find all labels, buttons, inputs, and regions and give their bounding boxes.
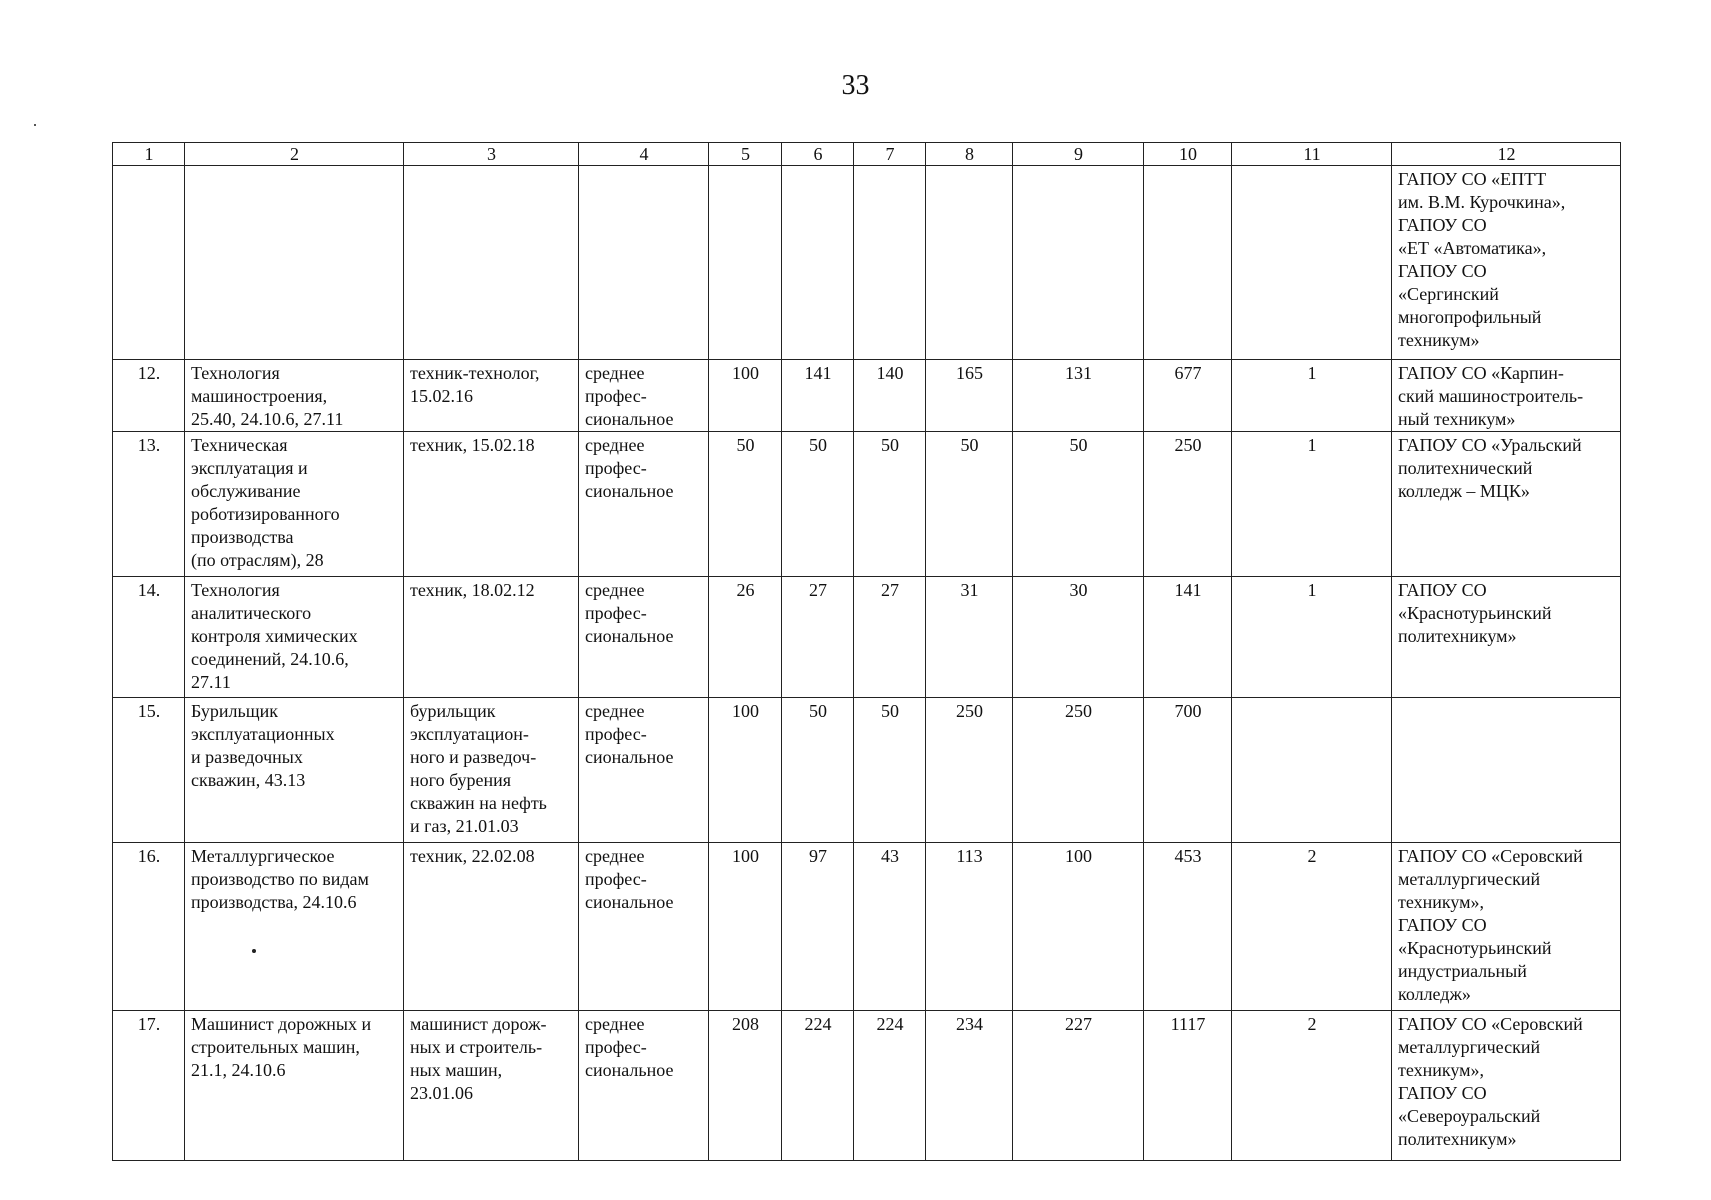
value-col-11: 2 — [1307, 846, 1317, 866]
value-col-10-cell — [1144, 432, 1232, 577]
specialty-name: Металлургическое производство по видам производства, 24.10.6 — [191, 846, 369, 912]
value-col-6: 224 — [804, 1014, 832, 1034]
value-col-7: 50 — [881, 435, 899, 455]
value-col-8: 31 — [960, 580, 979, 600]
specialty-name-cell — [185, 577, 404, 698]
column-header: 1 — [113, 143, 185, 166]
value-col-11-cell — [1232, 1011, 1392, 1161]
qualification: машинист дорож- ных и строитель- ных машин, 23.01.06 — [410, 1014, 547, 1103]
value-col-9: 227 — [1065, 1014, 1092, 1034]
value-col-7-cell — [854, 843, 926, 1011]
value-col-10: 141 — [1174, 580, 1202, 600]
value-col-11: 1 — [1307, 363, 1317, 383]
qualification: техник, 22.02.08 — [410, 846, 535, 866]
table-header-row — [113, 143, 1621, 166]
value-col-8: 250 — [956, 701, 983, 721]
institutions-cell — [1392, 1011, 1621, 1161]
value-col-11: 1 — [1307, 580, 1317, 600]
row-number: 13. — [137, 435, 161, 455]
specialty-name-cell — [185, 843, 404, 1011]
value-col-8-cell — [926, 166, 1013, 360]
value-col-11: 2 — [1307, 1014, 1317, 1034]
table-row — [113, 843, 1621, 1011]
institutions-cell — [1392, 577, 1621, 698]
value-col-11-cell — [1232, 166, 1392, 360]
value-col-7-cell — [854, 166, 926, 360]
value-col-9-cell — [1013, 843, 1144, 1011]
value-col-5-cell — [709, 698, 782, 843]
institutions-cell — [1392, 360, 1621, 432]
value-col-6: 50 — [809, 701, 827, 721]
value-col-6: 27 — [809, 580, 827, 600]
value-col-7: 224 — [876, 1014, 904, 1034]
specialty-name-cell — [185, 1011, 404, 1161]
value-col-9: 250 — [1065, 701, 1092, 721]
specialty-name: Машинист дорожных и строительных машин, 21.1, 24.10.6 — [191, 1014, 372, 1080]
value-col-10-cell — [1144, 1011, 1232, 1161]
table-row — [113, 432, 1621, 577]
table-row — [113, 360, 1621, 432]
value-col-11-cell — [1232, 432, 1392, 577]
value-col-11-cell — [1232, 843, 1392, 1011]
value-col-10-cell — [1144, 843, 1232, 1011]
value-col-9: 131 — [1065, 363, 1092, 383]
education-level-cell — [579, 432, 709, 577]
education-level-cell — [579, 843, 709, 1011]
row-number-cell — [113, 843, 185, 1011]
specialty-name-cell — [185, 432, 404, 577]
qualification-cell — [404, 698, 579, 843]
column-header: 7 — [854, 143, 926, 166]
column-header: 4 — [579, 143, 709, 166]
value-col-10-cell — [1144, 577, 1232, 698]
column-header: 12 — [1392, 143, 1621, 166]
institutions: ГАПОУ СО «Серовский металлургический техникум», ГАПОУ СО «Североуральский политехникум» — [1398, 1014, 1583, 1149]
value-col-8-cell — [926, 698, 1013, 843]
education-level-cell — [579, 577, 709, 698]
value-col-8-cell — [926, 843, 1013, 1011]
value-col-8-cell — [926, 432, 1013, 577]
qualification-cell — [404, 577, 579, 698]
qualification-cell — [404, 360, 579, 432]
value-col-10: 1117 — [1170, 1014, 1206, 1034]
value-col-8-cell — [926, 577, 1013, 698]
value-col-10: 677 — [1174, 363, 1202, 383]
column-header: 6 — [782, 143, 854, 166]
qualification-cell — [404, 1011, 579, 1161]
value-col-7-cell — [854, 360, 926, 432]
value-col-11-cell — [1232, 577, 1392, 698]
specialty-name: Техническая эксплуатация и обслуживание роботизированного производства (по отраслям), 28 — [191, 435, 340, 570]
value-col-10: 250 — [1174, 435, 1202, 455]
value-col-9-cell — [1013, 432, 1144, 577]
value-col-6: 50 — [809, 435, 827, 455]
row-number-cell — [113, 360, 185, 432]
education-level-cell — [579, 166, 709, 360]
qualification-cell — [404, 166, 579, 360]
column-header: 10 — [1144, 143, 1232, 166]
qualification: техник-технолог, 15.02.16 — [410, 363, 540, 406]
specialty-name-cell — [185, 360, 404, 432]
value-col-8: 113 — [956, 846, 983, 866]
institutions: ГАПОУ СО «Уральский политехнический колледж – МЦК» — [1398, 435, 1582, 501]
institutions: ГАПОУ СО «ЕПТТ им. В.М. Курочкина», ГАПОУ СО «ЕТ «Автоматика», ГАПОУ СО «Сергинский многопрофильный техникум» — [1398, 169, 1566, 350]
value-col-5-cell — [709, 577, 782, 698]
row-number-cell — [113, 432, 185, 577]
value-col-8-cell — [926, 1011, 1013, 1161]
value-col-10-cell — [1144, 360, 1232, 432]
column-header: 3 — [404, 143, 579, 166]
specialty-name-cell — [185, 698, 404, 843]
value-col-6-cell — [782, 360, 854, 432]
value-col-5-cell — [709, 1011, 782, 1161]
value-col-6-cell — [782, 432, 854, 577]
institutions: ГАПОУ СО «Серовский металлургический техникум», ГАПОУ СО «Краснотурьинский индустриальный колледж» — [1398, 846, 1583, 1004]
table-row — [113, 577, 1621, 698]
institutions-cell — [1392, 166, 1621, 360]
value-col-7-cell — [854, 1011, 926, 1161]
value-col-6-cell — [782, 843, 854, 1011]
row-number-cell — [113, 698, 185, 843]
value-col-9-cell — [1013, 1011, 1144, 1161]
value-col-11-cell — [1232, 698, 1392, 843]
value-col-9-cell — [1013, 698, 1144, 843]
education-level: среднее профес- сиональное — [585, 363, 674, 429]
value-col-9: 50 — [1069, 435, 1088, 455]
value-col-10-cell — [1144, 166, 1232, 360]
column-header: 9 — [1013, 143, 1144, 166]
value-col-5: 50 — [736, 435, 755, 455]
row-number-cell — [113, 1011, 185, 1161]
row-number: 17. — [137, 1014, 161, 1034]
value-col-5-cell — [709, 360, 782, 432]
qualification: бурильщик эксплуатацион- ного и разведоч- ного бурения скважин на нефть и газ, 21.01.03 — [410, 701, 547, 836]
page-number: 33 — [841, 70, 870, 101]
value-col-7: 140 — [876, 363, 904, 383]
value-col-8-cell — [926, 360, 1013, 432]
row-number: 16. — [137, 846, 161, 866]
education-level-cell — [579, 360, 709, 432]
scan-dot — [34, 124, 36, 126]
value-col-5: 26 — [736, 580, 755, 600]
value-col-6: 141 — [804, 363, 832, 383]
value-col-10-cell — [1144, 698, 1232, 843]
value-col-7-cell — [854, 577, 926, 698]
institutions-cell — [1392, 698, 1621, 843]
value-col-6-cell — [782, 166, 854, 360]
value-col-10: 700 — [1174, 701, 1202, 721]
row-number: 14. — [137, 580, 161, 600]
value-col-6: 97 — [809, 846, 827, 866]
qualification: техник, 15.02.18 — [410, 435, 535, 455]
education-level: среднее профес- сиональное — [585, 435, 674, 501]
institutions: ГАПОУ СО «Краснотурьинский политехникум» — [1398, 580, 1552, 646]
value-col-11-cell — [1232, 360, 1392, 432]
value-col-8: 165 — [956, 363, 983, 383]
institutions: ГАПОУ СО «Карпин- ский машиностроитель- ный техникум» — [1398, 363, 1584, 429]
education-level: среднее профес- сиональное — [585, 846, 674, 912]
table-row — [113, 698, 1621, 843]
value-col-5: 100 — [732, 846, 759, 866]
value-col-7: 27 — [881, 580, 899, 600]
value-col-9-cell — [1013, 360, 1144, 432]
value-col-6-cell — [782, 698, 854, 843]
value-col-11: 1 — [1307, 435, 1317, 455]
value-col-5: 208 — [732, 1014, 759, 1034]
education-level-cell — [579, 698, 709, 843]
value-col-5: 100 — [732, 363, 759, 383]
education-level-cell — [579, 1011, 709, 1161]
specialty-name: Бурильщик эксплуатационных и разведочных скважин, 43.13 — [191, 701, 335, 790]
row-number: 12. — [137, 363, 161, 383]
row-number: 15. — [137, 701, 161, 721]
table-row — [113, 1011, 1621, 1161]
value-col-6-cell — [782, 577, 854, 698]
value-col-5: 100 — [732, 701, 759, 721]
specialty-name-cell — [185, 166, 404, 360]
row-number-cell — [113, 577, 185, 698]
qualification: техник, 18.02.12 — [410, 580, 535, 600]
row-number-cell — [113, 166, 185, 360]
value-col-7: 43 — [881, 846, 899, 866]
qualification-cell — [404, 432, 579, 577]
education-level: среднее профес- сиональное — [585, 701, 674, 767]
value-col-10: 453 — [1174, 846, 1202, 866]
column-header: 5 — [709, 143, 782, 166]
table-row — [113, 166, 1621, 360]
specialty-name: Технология машиностроения, 25.40, 24.10.6, 27.11 — [191, 363, 344, 429]
value-col-6-cell — [782, 1011, 854, 1161]
value-col-5-cell — [709, 843, 782, 1011]
value-col-5-cell — [709, 166, 782, 360]
institutions-cell — [1392, 843, 1621, 1011]
value-col-8: 50 — [960, 435, 979, 455]
value-col-9: 100 — [1065, 846, 1092, 866]
education-level: среднее профес- сиональное — [585, 1014, 674, 1080]
value-col-7-cell — [854, 698, 926, 843]
data-table — [112, 142, 1621, 1161]
value-col-9-cell — [1013, 577, 1144, 698]
value-col-8: 234 — [956, 1014, 983, 1034]
institutions-cell — [1392, 432, 1621, 577]
value-col-7-cell — [854, 432, 926, 577]
value-col-9-cell — [1013, 166, 1144, 360]
value-col-7: 50 — [881, 701, 899, 721]
value-col-9: 30 — [1069, 580, 1088, 600]
specialty-name: Технология аналитического контроля химических соединений, 24.10.6, 27.11 — [191, 580, 358, 692]
column-header: 8 — [926, 143, 1013, 166]
value-col-5-cell — [709, 432, 782, 577]
column-header: 11 — [1232, 143, 1392, 166]
qualification-cell — [404, 843, 579, 1011]
education-level: среднее профес- сиональное — [585, 580, 674, 646]
column-header: 2 — [185, 143, 404, 166]
